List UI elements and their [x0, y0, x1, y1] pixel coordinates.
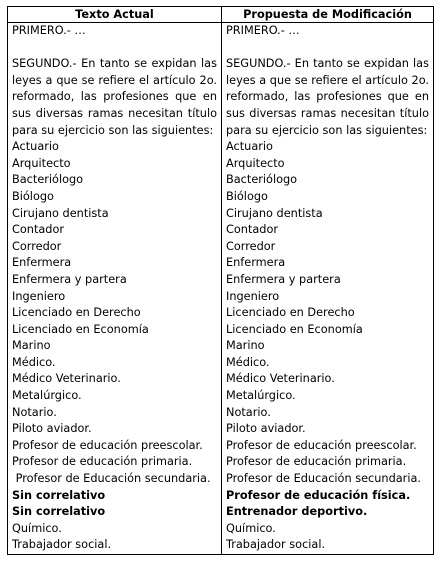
list-item: Metalúrgico. — [12, 389, 82, 403]
list-item: Médico. — [12, 355, 56, 369]
comparison-table — [7, 6, 434, 555]
list-item: Bacteriólogo — [12, 173, 84, 187]
body-row — [8, 23, 434, 555]
list-item: Arquitecto — [12, 156, 71, 170]
header-propuesta: Propuesta de Modificación — [222, 7, 434, 23]
list-item: Enfermera y partera — [226, 272, 341, 286]
list-item: Sin correlativo — [12, 488, 106, 502]
list-item: Enfermera — [12, 256, 72, 270]
list-item: Bacteriólogo — [226, 173, 298, 187]
list-item: Marino — [12, 339, 51, 353]
list-item: Notario. — [12, 405, 57, 419]
list-item: Entrenador deportivo. — [226, 505, 368, 519]
list-item: Médico. — [226, 355, 270, 369]
list-item: Profesor de educación preescolar. — [12, 438, 203, 452]
list-item: Sin correlativo — [12, 505, 106, 519]
left-profession-list — [12, 139, 217, 554]
right-profession-list — [226, 139, 429, 554]
list-item: Profesor de educación primaria. — [12, 455, 193, 469]
list-item: Corredor — [226, 239, 276, 253]
list-item: Trabajador social. — [12, 538, 112, 552]
list-item: Químico. — [226, 521, 276, 535]
list-item: Profesor de educación primaria. — [226, 455, 407, 469]
header-row — [8, 7, 434, 23]
list-item: Químico. — [12, 521, 62, 535]
list-item: Actuario — [226, 140, 273, 154]
list-item: Licenciado en Economía — [226, 322, 363, 336]
list-item: Ingeniero — [12, 289, 66, 303]
right-primero: PRIMERO.- … — [226, 24, 300, 37]
list-item: Médico Veterinario. — [12, 372, 121, 386]
list-item: Licenciado en Derecho — [226, 306, 355, 320]
list-item: Enfermera y partera — [12, 272, 127, 286]
list-item: Actuario — [12, 140, 59, 154]
right-segundo: SEGUNDO.- En tanto se expidan las leyes a que se refiere el artículo 2o. reformado, las profesiones que en sus diversas ramas necesitan título para su ejercicio son las siguientes: — [226, 57, 429, 137]
list-item: Contador — [226, 223, 279, 237]
list-item: Biólogo — [226, 189, 268, 203]
list-item: Licenciado en Derecho — [12, 306, 141, 320]
list-item: Marino — [226, 339, 265, 353]
header-texto-actual: Texto Actual — [8, 7, 222, 23]
list-item: Contador — [12, 223, 65, 237]
list-item: Corredor — [12, 239, 62, 253]
list-item: Profesor de educación física. — [226, 488, 411, 502]
list-item: Médico Veterinario. — [226, 372, 335, 386]
list-item: Enfermera — [226, 256, 286, 270]
list-item: Notario. — [226, 405, 271, 419]
right-column-cell — [222, 23, 434, 555]
list-item: Arquitecto — [226, 156, 285, 170]
list-item: Profesor de Educación secundaria. — [12, 472, 211, 486]
list-item: Profesor de Educación secundaria. — [226, 472, 421, 486]
list-item: Profesor de educación preescolar. — [226, 438, 417, 452]
list-item: Metalúrgico. — [226, 389, 296, 403]
left-segundo: SEGUNDO.- En tanto se expidan las leyes a que se refiere el artículo 2o. reformado, las profesiones que en sus diversas ramas necesitan título para su ejercicio son las siguientes: — [12, 57, 217, 137]
list-item: Ingeniero — [226, 289, 280, 303]
list-item: Piloto aviador. — [12, 422, 92, 436]
left-primero: PRIMERO.- … — [12, 24, 86, 37]
list-item: Biólogo — [12, 189, 54, 203]
left-column-cell — [8, 23, 222, 555]
left-spacer — [12, 40, 217, 57]
list-item: Trabajador social. — [226, 538, 326, 552]
right-spacer — [226, 40, 429, 57]
list-item: Cirujano dentista — [226, 206, 323, 220]
list-item: Piloto aviador. — [226, 422, 306, 436]
list-item: Licenciado en Economía — [12, 322, 149, 336]
list-item: Cirujano dentista — [12, 206, 109, 220]
